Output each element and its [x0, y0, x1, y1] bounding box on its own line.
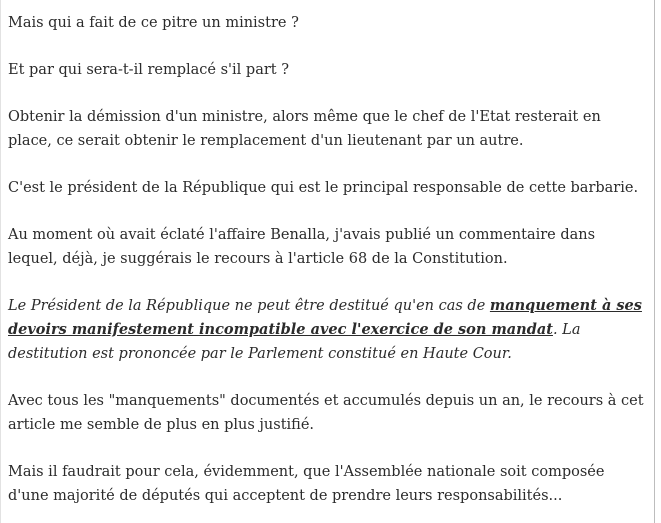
paragraph-manquements: Avec tous les "manquements" documentés et accumulés depuis un an, le recours à cet article me semble de plus en plus justifié. [8, 393, 644, 433]
constitution-quote [8, 294, 646, 366]
quote-emphasis: manquement à ses devoirs manifestement incompatible avec l'exercice de son mandat [8, 297, 642, 338]
paragraph-question-replacement: Et par qui sera-t-il remplacé s'il part ? [8, 62, 289, 78]
quote-text-after: . La destitution est prononcée par le Parlement constitué en Haute Cour. [8, 322, 581, 362]
paragraph-question-minister: Mais qui a fait de ce pitre un ministre ? [8, 15, 299, 31]
paragraph-resignation: Obtenir la démission d'un ministre, alors même que le chef de l'Etat resterait en place, ce serait obtenir le remplacement d'un lieutenant par un autre. [8, 109, 601, 149]
quote-text-before: Le Président de la République ne peut être destitué qu'en cas de [8, 298, 490, 314]
paragraph-president-responsible: C'est le président de la République qui est le principal responsable de cette barbarie. [8, 180, 639, 196]
paragraph-assemblee: Mais il faudrait pour cela, évidemment, que l'Assemblée nationale soit composée d'une majorité de députés qui acceptent de prendre leurs responsabilités... [8, 464, 605, 504]
comment-body [1, 0, 646, 508]
paragraph-benalla: Au moment où avait éclaté l'affaire Benalla, j'avais publié un commentaire dans lequel, déjà, je suggérais le recours à l'article 68 de la Constitution. [8, 227, 596, 267]
